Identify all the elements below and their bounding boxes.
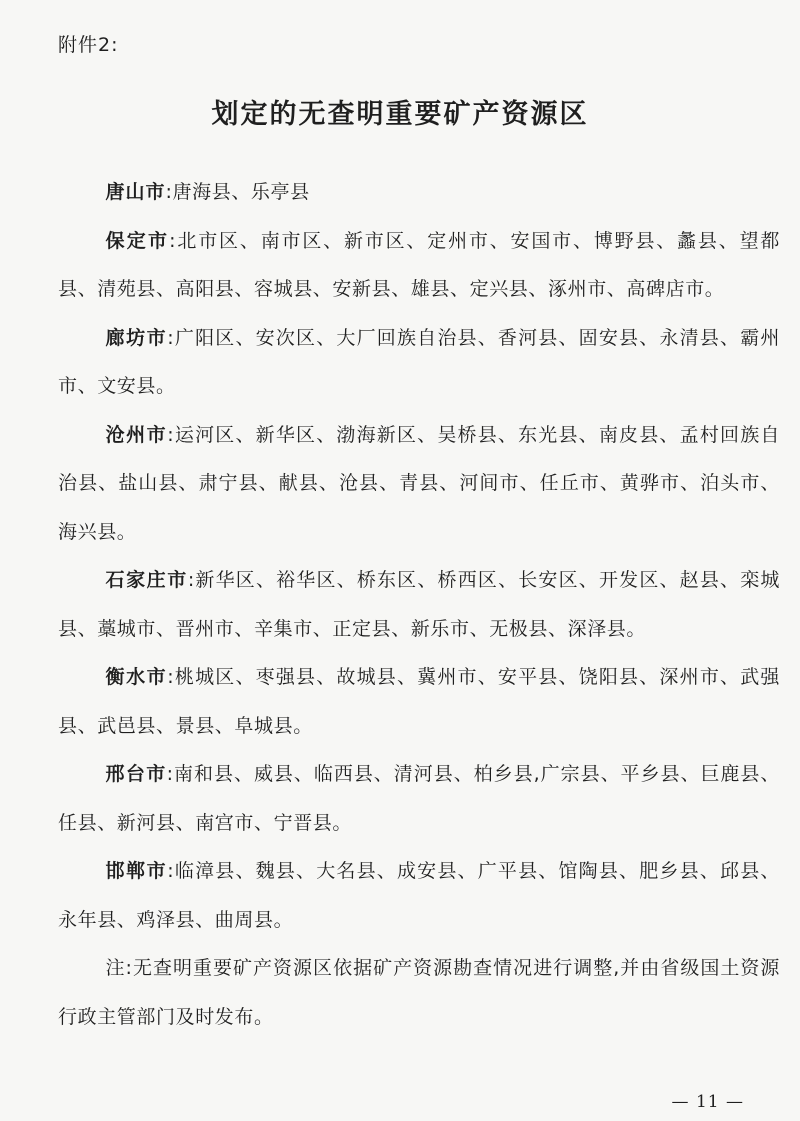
city-name: 沧州市	[105, 423, 168, 446]
paragraph-baoding	[58, 217, 780, 314]
city-name: 石家庄市	[105, 569, 188, 591]
district-list: 桃城区、枣强县、故城县、冀州市、安平县、饶阳县、深州市、武强县、武邑县、景县、阜城县。	[58, 666, 780, 737]
colon: :	[167, 326, 175, 349]
district-list: 唐海县、乐亭县	[172, 181, 310, 203]
paragraph-handan	[58, 847, 780, 944]
city-name: 唐山市	[105, 181, 166, 203]
paragraph-hengshui	[58, 653, 780, 750]
colon: :	[165, 181, 173, 203]
document-body	[58, 168, 780, 1041]
colon: :	[166, 763, 174, 785]
colon: :	[169, 229, 177, 252]
colon: :	[167, 666, 175, 688]
district-list: 南和县、威县、临西县、清河县、柏乡县,广宗县、平乡县、巨鹿县、任县、新河县、南宫市、宁晋县。	[58, 763, 780, 834]
note-label: 注	[105, 957, 126, 979]
district-list: 新华区、裕华区、桥东区、桥西区、长安区、开发区、赵县、栾城县、藁城市、晋州市、辛集市、正定县、新乐市、无极县、深泽县。	[58, 569, 780, 640]
paragraph-cangzhou	[58, 411, 780, 557]
paragraph-langfang	[58, 314, 780, 411]
page-title: 划定的无查明重要矿产资源区	[211, 99, 589, 130]
note-paragraph	[58, 944, 780, 1041]
paragraph-xingtai	[58, 750, 780, 847]
attachment-label: 附件2:	[58, 34, 119, 56]
district-list: 运河区、新华区、渤海新区、吴桥县、东光县、南皮县、孟村回族自治县、盐山县、肃宁县、献县、沧县、青县、河间市、任丘市、黄骅市、泊头市、海兴县。	[58, 423, 780, 543]
colon: :	[187, 569, 195, 591]
paragraph-shijiazhuang	[58, 556, 780, 653]
colon: :	[125, 957, 133, 979]
page-number: — 11 —	[671, 1092, 744, 1112]
district-list: 北市区、南市区、新市区、定州市、安国市、博野县、蠡县、望都县、清苑县、高阳县、容城县、安新县、雄县、定兴县、涿州市、高碑店市。	[58, 229, 780, 300]
colon: :	[167, 423, 175, 446]
city-name: 邯郸市	[105, 860, 168, 882]
city-name: 廊坊市	[105, 326, 168, 349]
note-text: 无查明重要矿产资源区依据矿产资源勘查情况进行调整,并由省级国土资源行政主管部门及时发布。	[58, 957, 780, 1028]
district-list: 广阳区、安次区、大厂回族自治县、香河县、固安县、永清县、霸州市、文安县。	[58, 326, 780, 397]
city-name: 邢台市	[105, 763, 167, 785]
paragraph-tangshan	[58, 168, 780, 217]
city-name: 保定市	[105, 229, 170, 252]
colon: :	[167, 860, 175, 882]
city-name: 衡水市	[105, 666, 168, 688]
district-list: 临漳县、魏县、大名县、成安县、广平县、馆陶县、肥乡县、邱县、永年县、鸡泽县、曲周县。	[58, 860, 780, 931]
